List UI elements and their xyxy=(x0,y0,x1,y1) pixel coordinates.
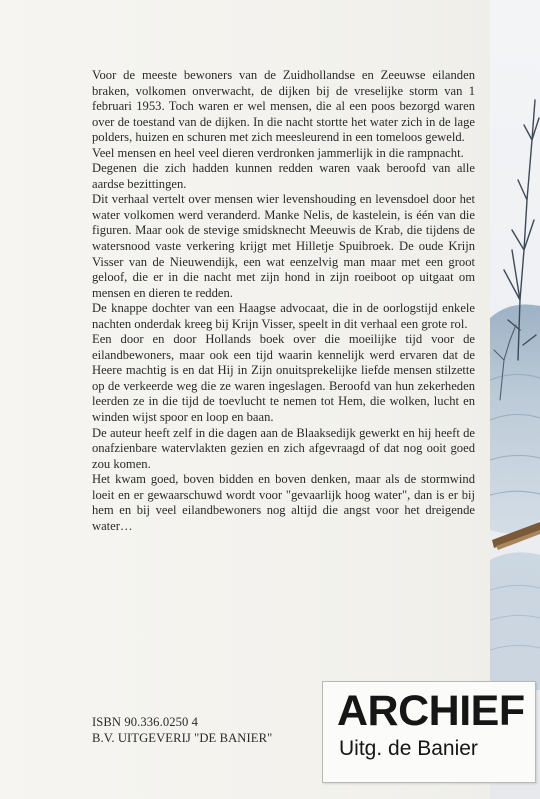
blurb-paragraph: Het kwam goed, boven bidden en boven denken, maar als de stormwind loeit en er gewaarschuwd wordt voor "gevaarlijk hoog water", dan is er bij hem en bij veel eilandbewoners nog altijd die angst voor het dreigende water… xyxy=(92,472,475,533)
blurb-paragraph: Een door en door Hollands boek over die moeilijke tijd voor de eilandbewoners, maar ook een tijd waarin kennelijk werd ervaren dat de Heere machtig is en dat Hij in Zijn onuitsprekelijke liefde mensen stilzette op de verkeerde weg die ze waren ingeslagen. Beroofd van hun zekerheden leerden ze in die tijd de toevlucht te nemen tot Hem, die wolken, lucht en winden wijst spoor en loop en baan. xyxy=(92,332,475,425)
blurb-paragraph: Veel mensen en heel veel dieren verdronken jammerlijk in die rampnacht. xyxy=(92,145,464,160)
imprint xyxy=(92,715,352,746)
back-cover-blurb xyxy=(92,68,475,534)
archive-label-sticker xyxy=(322,681,536,783)
archive-label-title: ARCHIEF xyxy=(337,687,525,735)
isbn-line: ISBN 90.336.0250 4 xyxy=(92,715,199,729)
cover-illustration-edge xyxy=(490,0,540,799)
blurb-paragraph: Voor de meeste bewoners van de Zuidhollandse en Zeeuwse eilanden braken, volkomen onverwacht, de dijken bij de vreselijke storm van 1 februari 1953. Toch waren er wel mensen, die al een poos bezorgd waren over de toestand van de dijken. In die nacht stortte het water zich in de lage polders, huizen en schuren met zich meesleurend in een tomeloos geweld. xyxy=(92,68,475,145)
archive-label-subtitle: Uitg. de Banier xyxy=(339,737,478,760)
publisher-line: B.V. UITGEVERIJ "DE BANIER" xyxy=(92,730,273,745)
blurb-paragraph: Dit verhaal vertelt over mensen wier levenshouding en levensdoel door het water volkomen werd veranderd. Manke Nelis, de kastelein, is één van die figuren. Maar ook de stevige smidsknecht Meeuwis de Krab, die tijdens de watersnood vaste verkering krijgt met Hilletje Spuibroek. De oude Krijn Visser van de Nieuwendijk, een wat eenzelvig man maar met een groot geloof, die er in die nacht met zijn hond in zijn roeiboot op uitgaat om mensen en dieren te redden. xyxy=(92,192,475,300)
blurb-paragraph: De auteur heeft zelf in die dagen aan de Blaaksedijk gewerkt en hij heeft de onafzienbare watervlakten gezien en zich afgevraagd of dat nog ooit goed zou komen. xyxy=(92,425,475,471)
blurb-paragraph: Degenen die zich hadden kunnen redden waren vaak beroofd van alle aardse bezittingen. xyxy=(92,161,475,191)
blurb-paragraph: De knappe dochter van een Haagse advocaat, die in de oorlogstijd enkele nachten onderdak kreeg bij Krijn Visser, speelt in dit verhaal een grote rol. xyxy=(92,301,475,331)
